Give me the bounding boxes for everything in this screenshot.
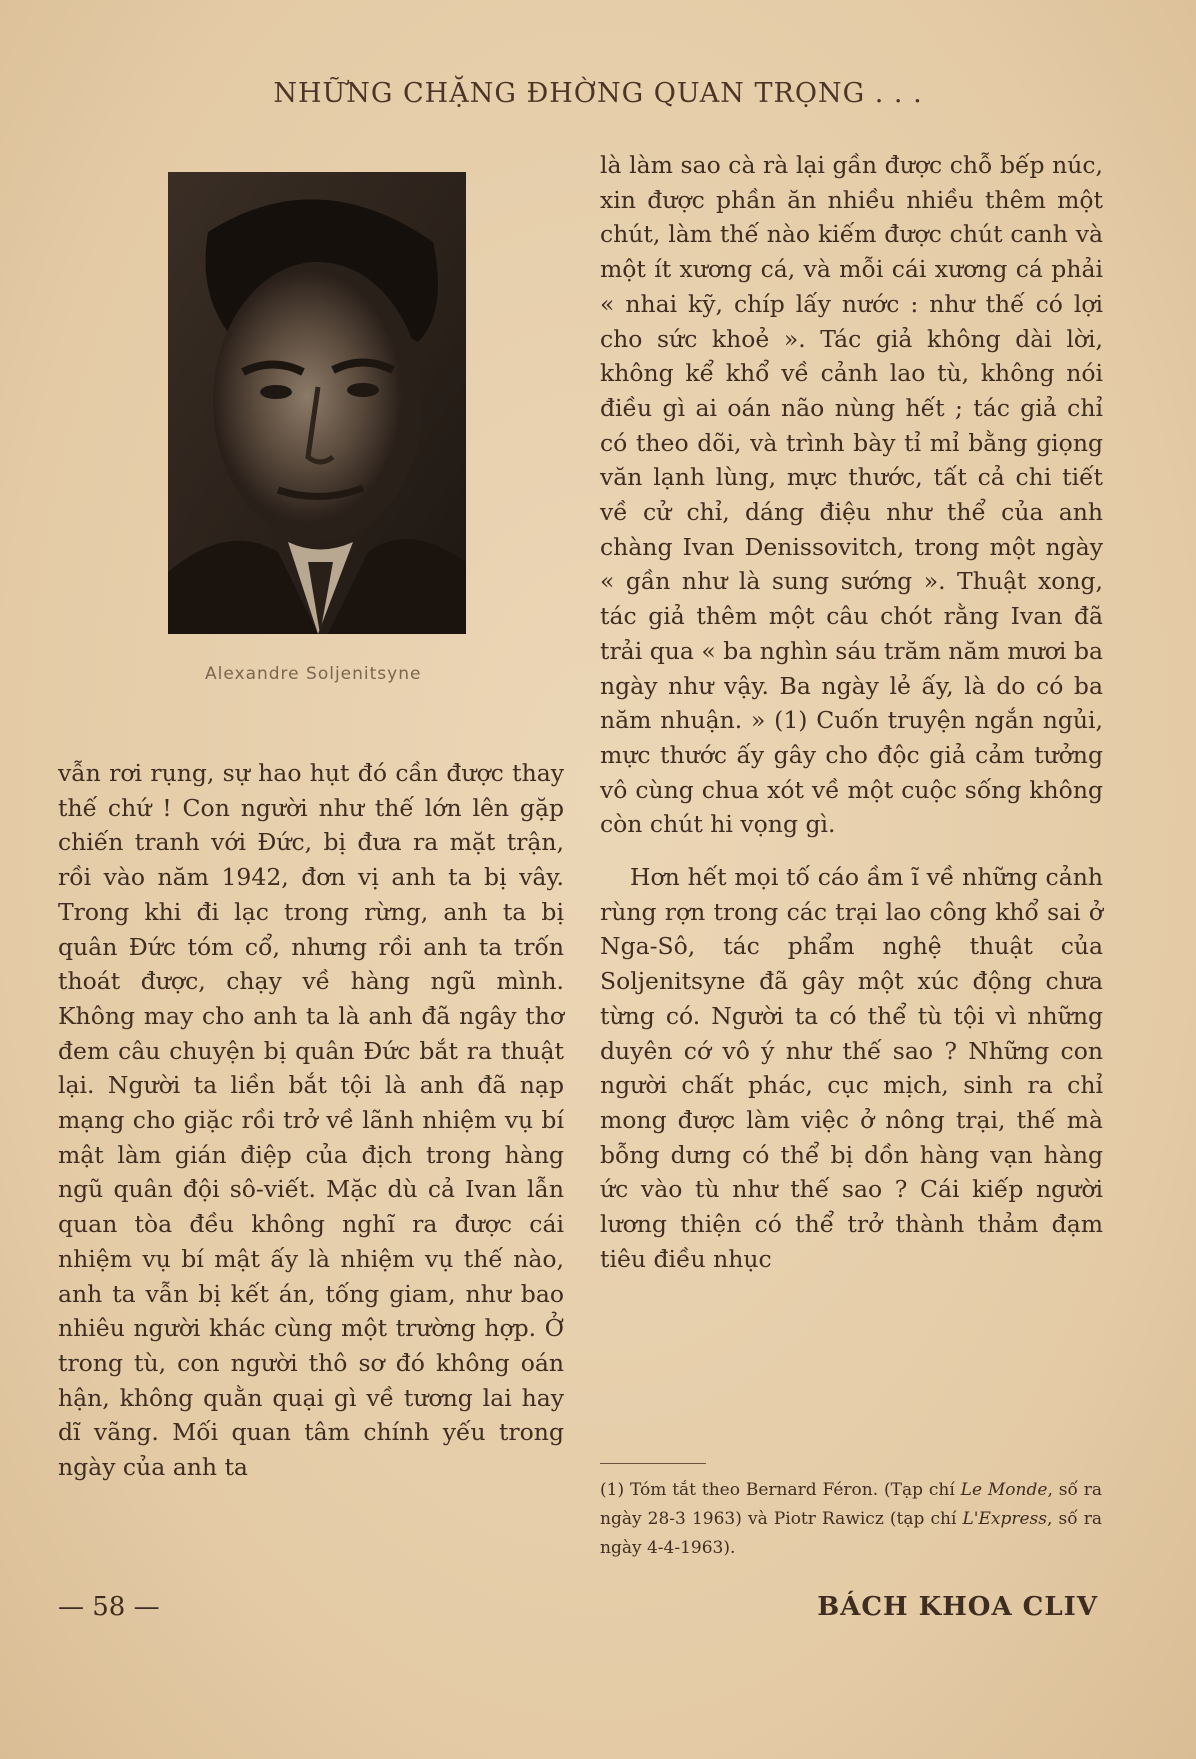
- footnote-source-lexpress: L'Express: [962, 1509, 1047, 1529]
- footnote-part-2: , số ra ngày 28-3 1963) và Piotr Rawicz (tạp chí: [600, 1480, 1102, 1529]
- portrait-image: [168, 172, 466, 634]
- page-number: — 58 —: [58, 1592, 160, 1622]
- left-column-text: vẫn rơi rụng, sự hao hụt đó cần được thay thế chứ ! Con người như thế lớn lên gặp chiến tranh với Đức, bị đưa ra mặt trận, rồi vào năm 1942, đơn vị anh ta bị vây. Trong khi đi lạc trong rừng, anh ta bị quân Đức tóm cổ, nhưng rồi anh ta trốn thoát được, chạy về hàng ngũ mình. Không may cho anh ta là anh đã ngây thơ đem câu chuyện bị quân Đức bắt ra thuật lại. Người ta liền bắt tội là anh đã nạp mạng cho giặc rồi trở về lãnh nhiệm vụ bí mật làm gián điệp của địch trong hàng ngũ quân đội sô-viết. Mặc dù cả Ivan lẫn quan tòa đều không nghĩ ra được cái nhiệm vụ bí mật ấy là nhiệm vụ thế nào, anh ta vẫn bị kết án, tống giam, như bao nhiêu người khác cùng một trường hợp. Ở trong tù, con người thô sơ đó không oán hận, không quằn quại gì về tương lai hay dĩ vãng. Mối quan tâm chính yếu trong ngày của anh ta: [58, 759, 564, 1482]
- footnote-part-1: (1) Tóm tắt theo Bernard Féron. (Tạp chí: [600, 1480, 961, 1500]
- footnote-divider: [600, 1463, 706, 1464]
- footnote-source-le-monde: Le Monde: [960, 1480, 1048, 1500]
- footnote: [600, 1476, 1102, 1563]
- page-header-title: NHỮNG CHẶNG ĐHỜNG QUAN TRỌNG . . .: [273, 78, 923, 109]
- author-portrait-photo: [168, 172, 466, 634]
- footnote-part-3: , số ra ngày 4-4-1963).: [600, 1509, 1102, 1558]
- magazine-name: BÁCH KHOA CLIV: [817, 1592, 1098, 1622]
- photo-caption: Alexandre Soljenitsyne: [205, 664, 422, 684]
- right-column: [600, 148, 1103, 1277]
- right-column-paragraph-1: là làm sao cà rà lại gần được chỗ bếp núc, xin được phần ăn nhiều nhiều thêm một chút, làm thế nào kiếm được chút canh và một ít xương cá, và mỗi cái xương cá phải « nhai kỹ, chíp lấy nước : như thế có lợi cho sức khoẻ ». Tác giả không dài lời, không kể khổ về cảnh lao tù, không nói điều gì ai oán não nùng hết ; tác giả chỉ có theo dõi, và trình bày tỉ mỉ bằng giọng văn lạnh lùng, mực thước, tất cả chi tiết về cử chỉ, dáng điệu như thể của anh chàng Ivan Denissovitch, trong một ngày « gần như là sung sướng ». Thuật xong, tác giả thêm một câu chót rằng Ivan đã trải qua « ba nghìn sáu trăm năm mươi ba ngày như vậy. Ba ngày lẻ ấy, là do có ba năm nhuận. » (1) Cuốn truyện ngắn ngủi, mực thước ấy gây cho độc giả cảm tưởng vô cùng chua xót về một cuộc sống không còn chút hi vọng gì.: [600, 151, 1103, 839]
- left-column: [58, 756, 564, 1485]
- right-column-paragraph-2: Hơn hết mọi tố cáo ầm ĩ về những cảnh rùng rợn trong các trại lao công khổ sai ở Nga-Sô, tác phẩm nghệ thuật của Soljenitsyne đã gây một xúc động chưa từng có. Người ta có thể tù tội vì những duyên cớ vô ý như thế sao ? Những con người chất phác, cục mịch, sinh ra chỉ mong được làm việc ở nông trại, thế mà bỗng dưng có thể bị dồn hàng vạn hàng ức vào tù như thế sao ? Cái kiếp người lương thiện có thể trở thành thảm đạm tiêu điều nhục: [600, 863, 1103, 1273]
